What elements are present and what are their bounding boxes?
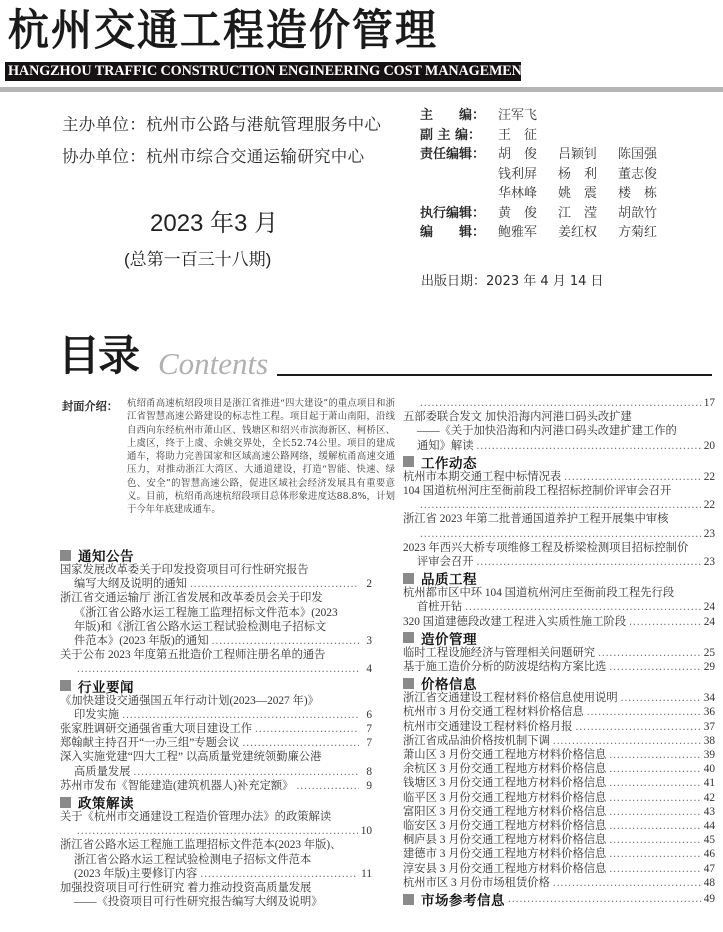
staff-row xyxy=(420,106,678,126)
toc-entry[interactable] xyxy=(403,541,715,569)
toc-entry-line: 2023 年西兴大桥专项维修工程及桥梁检测项目招标控制价 xyxy=(403,541,689,554)
staff-row xyxy=(420,165,678,185)
toc-page-number: 42 xyxy=(703,791,715,804)
toc-entry-line: ——《关于加快沿海和内河港口码头改建扩建工作的 xyxy=(417,425,677,438)
toc-entry-text: 苏州市发布《智能建造(建筑机器人)补充定额》 xyxy=(60,779,294,792)
toc-page-number: 29 xyxy=(703,661,715,674)
dot-leader xyxy=(609,862,700,876)
toc-entry-last-line xyxy=(403,600,715,614)
toc-entry-text: 钱塘区 3 月份交通工程地方材料价格信息 xyxy=(403,777,607,790)
staff-role-label xyxy=(420,184,498,204)
toc-page-number: 11 xyxy=(361,867,372,880)
staff-row xyxy=(420,184,678,204)
dot-leader xyxy=(477,555,701,569)
toc-entry-line: 加强投资项目可行性研究 着力推动投资高质量发展 xyxy=(60,882,312,895)
toc-entry[interactable] xyxy=(403,762,715,776)
toc-entry[interactable] xyxy=(403,748,715,762)
staff-role-label xyxy=(420,165,498,185)
toc-entry-last-line xyxy=(60,765,372,779)
staff-name: 陈国强 xyxy=(618,147,658,162)
toc-entry-text: 320 国道建德段改建工程进入实质性施工阶段 xyxy=(403,615,627,628)
toc-entry-last-line xyxy=(403,660,715,674)
toc-entry[interactable] xyxy=(60,881,372,909)
section-square-icon xyxy=(60,680,71,691)
toc-section-heading xyxy=(403,454,715,470)
staff-role-label: 副 主 编： xyxy=(420,127,482,143)
toc-entry[interactable] xyxy=(60,591,372,648)
toc-entry-text: 临安区 3 月份交通工程地方材料价格信息 xyxy=(403,820,607,833)
toc-page-number: 6 xyxy=(366,708,372,721)
toc-entry-last-line xyxy=(403,734,715,748)
dot-leader xyxy=(609,762,700,776)
toc-page-number: 7 xyxy=(366,723,372,736)
staff-name: 汪军飞 xyxy=(498,108,538,123)
dot-leader xyxy=(609,776,700,790)
dot-leader xyxy=(598,646,701,660)
dot-leader xyxy=(609,660,700,674)
toc-entry-line: 浙江省 2023 年第二批普通国道养护工程开展集中审核 xyxy=(403,513,669,526)
toc-entry-line: 国家发展改革委关于印发投资项目可行性研究报告 xyxy=(60,564,309,576)
toc-page-number: 40 xyxy=(703,763,715,776)
toc-entry-last-line xyxy=(60,736,372,750)
toc-entry[interactable] xyxy=(403,410,715,453)
toc-entry-last-line xyxy=(60,779,372,793)
toc-entry-line: 浙江省交通运输厅 浙江省发展和改革委员会关于印发 xyxy=(60,592,323,605)
toc-section-title: 政策解读 xyxy=(78,796,134,813)
toc-page-number: 44 xyxy=(703,820,715,833)
toc-page-number: 46 xyxy=(703,848,715,861)
section-square-icon xyxy=(403,632,414,643)
dot-leader xyxy=(420,396,701,410)
staff-row xyxy=(420,145,678,165)
section-square-icon xyxy=(403,678,414,689)
toc-entry[interactable] xyxy=(403,776,715,790)
dot-leader xyxy=(609,819,700,833)
toc-entry[interactable] xyxy=(403,791,715,805)
dot-leader xyxy=(77,824,358,838)
cover-intro-label: 封面介绍： xyxy=(62,400,118,413)
toc-page-number: 43 xyxy=(703,805,715,818)
toc-entry-text: 萧山区 3 月份交通工程地方材料价格信息 xyxy=(403,749,607,762)
toc-entry-text: 浙江省交通建设工程材料价格信息使用说明 xyxy=(403,692,618,705)
toc-entry-last-line xyxy=(60,662,372,676)
toc-entry-text: 淳安县 3 月份交通工程地方材料价格信息 xyxy=(403,862,607,875)
toc-entry[interactable] xyxy=(403,805,715,819)
toc-entry-text: 杭州市交通建设工程材料价格月报 xyxy=(403,720,573,733)
staff-name: 江 滢 xyxy=(558,205,598,221)
dot-leader xyxy=(587,705,701,719)
toc-entry-line: 《浙江省公路水运工程施工监理招标文件范本》(2023 xyxy=(74,606,338,619)
toc-section-heading xyxy=(60,678,372,694)
toc-entry-text: (2023 年版)主要修订内容 xyxy=(74,867,198,880)
section-square-icon xyxy=(403,894,414,905)
toc-entry-last-line xyxy=(403,646,715,660)
dot-leader xyxy=(200,867,358,881)
publish-date: 出版日期：2023 年 4 月 14 日 xyxy=(421,274,604,289)
dot-leader xyxy=(77,662,359,676)
masthead-english-band: HANGZHOU TRAFFIC CONSTRUCTION ENGINEERING COST MANAGEMENT xyxy=(5,62,521,81)
toc-entry[interactable] xyxy=(60,750,372,778)
toc-page-number: 17 xyxy=(703,397,715,409)
staff-name: 胡歆竹 xyxy=(618,205,658,221)
toc-section-heading xyxy=(60,794,372,813)
toc-page-number: 24 xyxy=(703,615,715,628)
toc-entry[interactable] xyxy=(60,779,372,793)
toc-page-number: 2 xyxy=(366,578,372,591)
dot-leader xyxy=(609,791,700,805)
dot-leader xyxy=(242,736,359,750)
toc-page-number: 7 xyxy=(366,737,372,750)
staff-name: 王 征 xyxy=(498,127,538,143)
masthead-title: 杭州交通工程造价管理 xyxy=(8,5,438,56)
toc-entry-line: 关于《杭州市交通建设工程造价管理办法》的政策解读 xyxy=(60,811,332,824)
toc-entry-text: 临时工程设施经济与管理相关问题研究 xyxy=(403,646,596,659)
staff-role-label: 主 编： xyxy=(420,108,486,123)
staff-name: 胡 俊 xyxy=(498,147,538,162)
contents-title-en: Contents xyxy=(158,346,269,381)
toc-page-number: 24 xyxy=(703,601,715,614)
toc-left-column xyxy=(60,546,372,909)
issue-number: (总第一百三十八期) xyxy=(124,250,272,269)
toc-entry[interactable] xyxy=(403,646,715,660)
toc-page-number: 9 xyxy=(366,779,372,792)
staff-name: 华林峰 xyxy=(498,186,538,201)
dot-leader xyxy=(255,722,359,736)
toc-entry[interactable] xyxy=(60,722,372,736)
toc-page-number: 36 xyxy=(703,706,715,719)
toc-entry-text: 桐庐县 3 月份交通工程地方材料价格信息 xyxy=(403,834,607,847)
staff-role-label: 责任编辑： xyxy=(420,147,486,162)
dot-leader xyxy=(134,765,360,779)
toc-entry-text: 首桩开钻 xyxy=(417,601,463,614)
toc-entry-last-line xyxy=(403,819,715,833)
staff-row xyxy=(420,204,678,224)
toc-entry-text: 建德市 3 月份交通工程地方材料价格信息 xyxy=(403,848,607,861)
staff-name: 钱利屏 xyxy=(498,166,538,182)
toc-entry[interactable] xyxy=(60,648,372,676)
toc-entry[interactable] xyxy=(60,694,372,722)
toc-entry-text: 基于施工造价分析的防波堤结构方案比选 xyxy=(403,661,607,674)
toc-page-number: 45 xyxy=(703,834,715,847)
toc-page-number: 38 xyxy=(703,734,715,747)
toc-entry-text: 通知》解读 xyxy=(417,439,474,452)
toc-page-number: 3 xyxy=(366,635,372,648)
dot-leader xyxy=(564,470,701,484)
toc-entry[interactable] xyxy=(403,720,715,734)
toc-entry-last-line xyxy=(60,634,372,648)
toc-entry-last-line xyxy=(403,720,715,734)
toc-page-number: 47 xyxy=(703,862,715,875)
toc-entry[interactable] xyxy=(60,736,372,750)
toc-entry-line: 浙江省公路水运工程试验检测电子招标文件范本 xyxy=(74,853,312,866)
toc-entry-line: 五部委联合发文 加快沿海内河港口码头改扩建 xyxy=(403,411,632,424)
dot-leader xyxy=(575,720,700,734)
toc-entry[interactable] xyxy=(403,691,715,705)
toc-entry-line: 年版)和《浙江省公路水运工程试验检测电子招标文 xyxy=(74,620,327,633)
toc-entry-line: 杭州都市区中环 104 国道杭州河庄至衙前段工程先行段 xyxy=(403,587,675,600)
toc-entry[interactable] xyxy=(403,660,715,674)
toc-entry-last-line xyxy=(403,748,715,762)
toc-entry-last-line xyxy=(403,527,715,541)
dot-leader xyxy=(609,847,700,861)
toc-entry[interactable] xyxy=(60,838,372,881)
toc-entry[interactable] xyxy=(403,819,715,833)
toc-entry-text: 浙江省成品油价格按机制下调 xyxy=(403,734,550,747)
toc-entry-text: 高质量发展 xyxy=(74,765,131,778)
dot-leader xyxy=(508,893,701,905)
toc-entry-last-line xyxy=(403,439,715,453)
toc-section-heading xyxy=(403,891,715,910)
toc-section-title: 品质工程 xyxy=(421,572,477,589)
toc-section-heading xyxy=(403,570,715,589)
toc-page-number: 34 xyxy=(703,692,715,705)
toc-entry-last-line xyxy=(403,833,715,847)
toc-entry[interactable] xyxy=(403,705,715,719)
toc-page-number: 23 xyxy=(703,527,715,540)
staff-name: 方菊红 xyxy=(618,225,658,240)
masthead-divider xyxy=(0,87,723,92)
toc-section-heading xyxy=(403,675,715,694)
toc-entry-last-line xyxy=(60,577,372,591)
toc-entry-last-line xyxy=(403,555,715,569)
toc-entry[interactable] xyxy=(403,734,715,748)
staff-name: 楼 栋 xyxy=(618,186,658,201)
dot-leader xyxy=(609,748,700,762)
dot-leader xyxy=(609,833,700,847)
toc-entry-last-line xyxy=(403,498,715,512)
toc-entry-last-line xyxy=(60,824,372,838)
toc-entry-text: 评审会召开 xyxy=(417,556,474,569)
staff-name: 杨 利 xyxy=(558,166,598,182)
toc-section-title: 工作动态 xyxy=(421,455,477,472)
dot-leader xyxy=(553,734,701,748)
toc-entry[interactable] xyxy=(60,810,372,838)
toc-entry-last-line xyxy=(403,470,715,484)
toc-entry-line: 浙江省公路水运工程施工监理招标文件范本(2023 年版)、 xyxy=(60,839,342,852)
toc-entry-text: 郑翰献主持召开“一办三组”专题会议 xyxy=(60,737,240,750)
toc-page-number: 49 xyxy=(703,893,715,906)
toc-entry-text: 临平区 3 月份交通工程地方材料价格信息 xyxy=(403,791,607,804)
editorial-staff xyxy=(420,106,678,243)
toc-section-title: 造价管理 xyxy=(421,631,477,648)
dot-leader xyxy=(420,498,701,512)
dot-leader xyxy=(122,708,359,722)
toc-entry-line: 关于公布 2023 年度第五批造价工程师注册名单的通告 xyxy=(60,649,326,662)
host-organization: 主办单位：杭州市公路与港航管理服务中心 xyxy=(62,115,382,134)
toc-entry-last-line xyxy=(403,847,715,861)
toc-entry-last-line xyxy=(403,805,715,819)
toc-page-number: 8 xyxy=(366,765,372,778)
issue-date: 2023 年3 月 xyxy=(150,210,279,237)
toc-section-title: 价格信息 xyxy=(421,677,477,694)
toc-entry-last-line xyxy=(60,708,372,722)
toc-entry[interactable] xyxy=(403,484,715,512)
toc-entry-line: 《加快建设交通强国五年行动计划(2023—2027 年)》 xyxy=(60,694,319,707)
dot-leader xyxy=(420,527,701,541)
toc-entry-text: 编写大纲及说明的通知 xyxy=(74,578,187,591)
toc-entry[interactable] xyxy=(403,615,715,629)
dot-leader xyxy=(621,691,701,705)
toc-entry-last-line xyxy=(403,615,715,629)
toc-entry-last-line xyxy=(60,722,372,736)
toc-page-number: 22 xyxy=(703,499,715,512)
toc-page-number: 23 xyxy=(703,556,715,569)
dot-leader xyxy=(553,876,701,890)
toc-entry[interactable] xyxy=(403,876,715,890)
dot-leader xyxy=(609,805,700,819)
staff-name: 姜红权 xyxy=(558,225,598,240)
section-square-icon xyxy=(403,573,414,584)
toc-right-column xyxy=(403,396,715,910)
toc-entry-text: 杭州市 3 月份交通工程材料价格信息 xyxy=(403,706,584,719)
toc-entry[interactable] xyxy=(403,512,715,540)
toc-entry-line: 深入实施党建“四大工程” 以高质量党建统领勤廉公港 xyxy=(60,751,322,764)
toc-page-number: 39 xyxy=(703,749,715,762)
dot-leader xyxy=(477,439,701,453)
staff-role-label: 编 辑： xyxy=(420,225,486,240)
dot-leader xyxy=(212,634,359,648)
toc-page-number: 41 xyxy=(703,777,715,790)
staff-row xyxy=(420,126,678,146)
toc-entry-text: 张家胜调研交通强省重大项目建设工作 xyxy=(60,723,253,736)
staff-name: 吕颖钊 xyxy=(558,147,598,162)
staff-name: 董志俊 xyxy=(618,166,658,182)
toc-entry-last-line xyxy=(403,776,715,790)
dot-leader xyxy=(465,600,701,614)
toc-page-number: 22 xyxy=(703,470,715,483)
staff-role-label: 执行编辑： xyxy=(420,205,486,221)
toc-section-heading xyxy=(60,547,372,563)
toc-entry-last-line xyxy=(403,705,715,719)
dot-leader xyxy=(629,615,701,629)
contents-rule xyxy=(277,374,712,376)
toc-entry[interactable] xyxy=(403,862,715,876)
toc-section-title: 通知公告 xyxy=(78,549,134,565)
toc-entry[interactable] xyxy=(403,586,715,614)
staff-name: 鲍雅军 xyxy=(498,225,538,240)
toc-entry-last-line xyxy=(403,762,715,776)
cover-intro-text: 杭绍甬高速杭绍段项目是浙江省推进“四大建设”的重点项目和浙江省智慧高速公路建设的标志性工程。项目起于萧山南阳，沿线自西向东经杭州市萧山区、钱塘区和绍兴市滨海新区、柯桥区、上虞区，终于上虞、余姚交界处，全长52.74公里。项目的建成通车，将助力完善国家和区域高速公路网络，缓解杭甬高速交通压力，对推动浙江大湾区、大通道建设，打造“智能、快速、绿色、安全”的智慧高速公路，促进区域社会经济发展具有重要意义。目前，杭绍甬高速杭绍段项目总体形象进度达88.8%，计划于今年年底建成通车。 xyxy=(127,398,395,516)
toc-section-title: 行业要闻 xyxy=(78,679,134,696)
toc-section-heading xyxy=(403,630,715,646)
contents-title-cn: 目录 xyxy=(58,331,139,380)
toc-entry-last-line xyxy=(403,791,715,805)
toc-page-number: 37 xyxy=(703,720,715,733)
toc-entry-text: 件范本》(2023 年版)的通知 xyxy=(74,635,209,648)
staff-name: 黄 俊 xyxy=(498,205,538,221)
toc-entry-last-line xyxy=(403,862,715,876)
toc-page-number: 48 xyxy=(703,876,715,889)
section-square-icon xyxy=(403,456,414,467)
staff-name: 姚 震 xyxy=(558,186,598,201)
toc-entry-last-line xyxy=(403,691,715,705)
toc-entry-text: 杭州市区 3 月份市场租赁价格 xyxy=(403,876,550,889)
section-square-icon xyxy=(60,797,71,808)
toc-page-number: 10 xyxy=(360,825,372,838)
toc-entry-text: 杭州市本期交通工程中标情况表 xyxy=(403,470,562,483)
toc-section-title: 市场参考信息 xyxy=(421,893,505,910)
toc-entry-line: 104 国道杭州河庄至衙前段工程招标控制价评审会召开 xyxy=(403,485,672,498)
dot-leader xyxy=(296,779,359,793)
toc-entry-text: 印发实施 xyxy=(74,708,120,721)
co-host-organization: 协办单位：杭州市综合交通运输研究中心 xyxy=(62,147,365,166)
toc-entry-last-line xyxy=(60,867,372,881)
toc-entry[interactable] xyxy=(403,833,715,847)
toc-page-number: 4 xyxy=(366,663,372,676)
dot-leader xyxy=(190,577,359,591)
toc-entry-last-line xyxy=(403,876,715,890)
toc-entry-text: 余杭区 3 月份交通工程地方材料价格信息 xyxy=(403,763,607,776)
toc-entry-text: 富阳区 3 月份交通工程地方材料价格信息 xyxy=(403,805,607,818)
toc-entry[interactable] xyxy=(60,563,372,591)
toc-entry[interactable] xyxy=(403,396,715,410)
section-square-icon xyxy=(60,550,71,561)
toc-page-number: 25 xyxy=(703,646,715,659)
toc-entry[interactable] xyxy=(403,470,715,484)
toc-entry-line: ——《投资项目可行性研究报告编写大纲及说明》 xyxy=(74,896,323,909)
toc-entry-last-line xyxy=(403,396,715,410)
staff-row xyxy=(420,223,678,243)
toc-page-number: 20 xyxy=(703,439,715,452)
toc-entry[interactable] xyxy=(403,847,715,861)
